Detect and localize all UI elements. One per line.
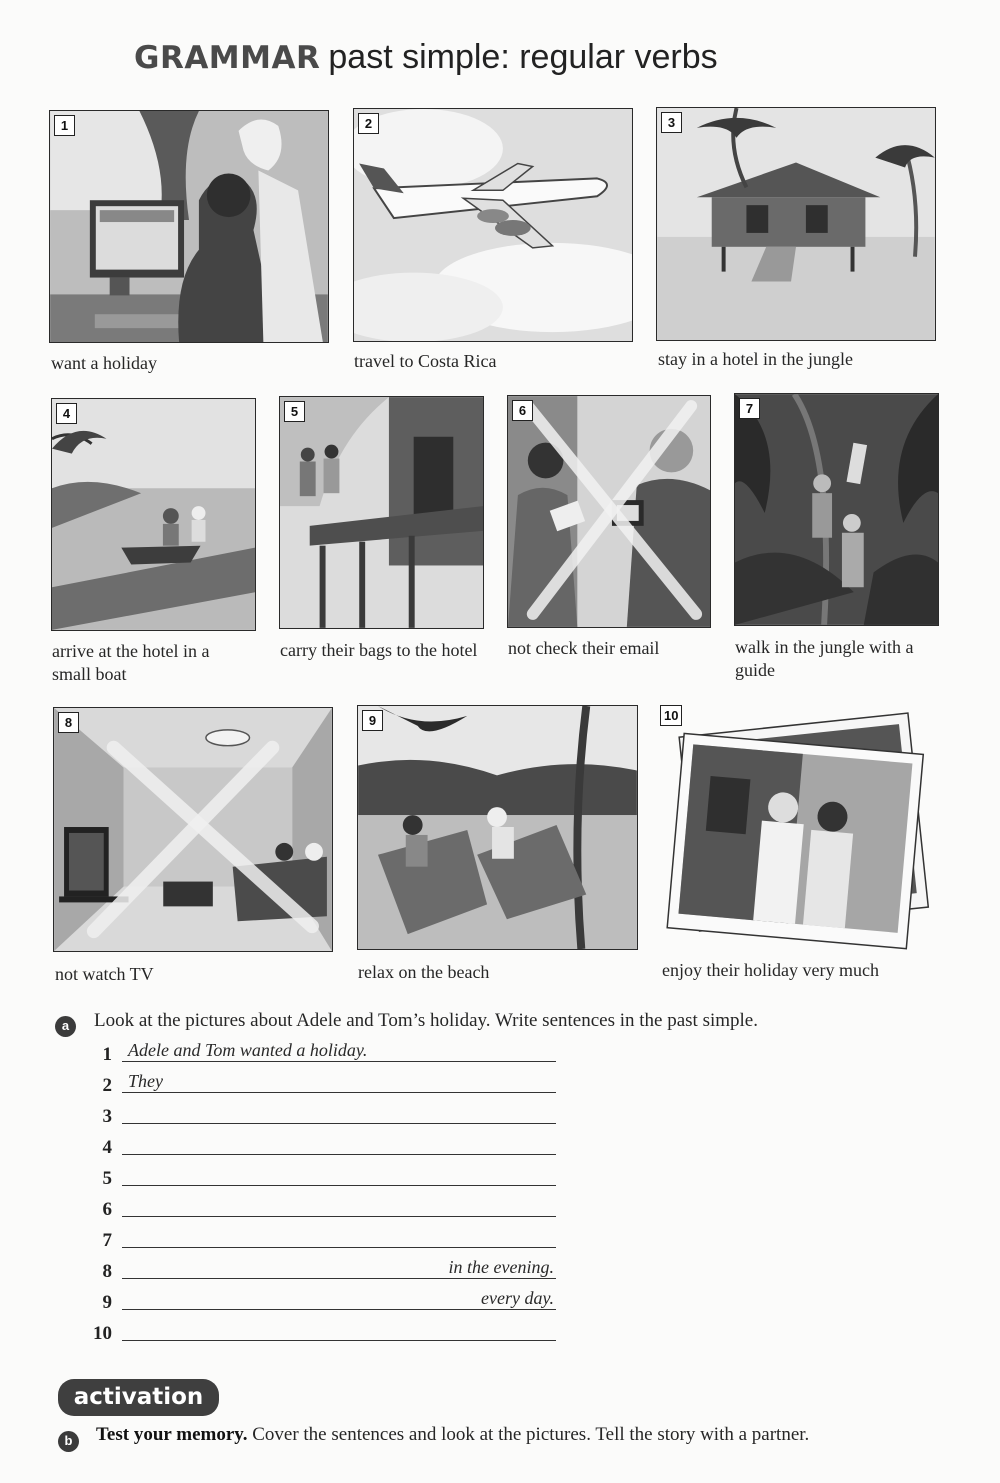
answer-line-2[interactable] <box>122 1071 556 1093</box>
picture-10 <box>660 704 942 954</box>
picture-5 <box>279 396 484 629</box>
picture-number: 4 <box>56 403 77 424</box>
exercise-a-bullet: a <box>55 1016 76 1037</box>
prefill-text: They <box>128 1071 163 1091</box>
title-topic: past simple: regular verbs <box>328 38 718 76</box>
line-number: 3 <box>102 1106 112 1127</box>
picture-caption: carry their bags to the hotel <box>280 640 478 660</box>
picture-number: 1 <box>54 115 75 136</box>
boat-arrival-illustration <box>52 399 255 630</box>
picture-number: 9 <box>362 710 383 731</box>
picture-number: 2 <box>358 113 379 134</box>
answer-line-1[interactable] <box>122 1040 556 1062</box>
prefill-text: every day. <box>481 1288 554 1308</box>
picture-number: 6 <box>512 400 533 421</box>
picture-caption: arrive at the hotel in a small boat <box>52 641 210 684</box>
line-number: 2 <box>102 1075 112 1096</box>
picture-caption: not watch TV <box>55 964 154 984</box>
line-number: 1 <box>102 1044 112 1065</box>
line-number: 4 <box>102 1137 112 1158</box>
jungle-walk-illustration <box>735 394 938 625</box>
answer-line-5[interactable] <box>122 1164 556 1186</box>
exercise-b-instruction <box>96 1424 809 1446</box>
carrying-bags-illustration <box>280 397 483 628</box>
prefill-text: in the evening. <box>448 1257 554 1277</box>
line-number: 6 <box>102 1199 112 1220</box>
answer-line-7[interactable] <box>122 1226 556 1248</box>
line-number: 5 <box>102 1168 112 1189</box>
couple-at-computer-illustration <box>50 111 328 342</box>
picture-8 <box>53 707 333 952</box>
picture-3 <box>656 107 936 341</box>
page-title <box>134 38 718 82</box>
holiday-photos-illustration <box>660 704 942 954</box>
answer-line-3[interactable] <box>122 1102 556 1124</box>
picture-6 <box>507 395 711 628</box>
picture-caption: walk in the jungle with a guide <box>735 637 914 680</box>
beach-relax-illustration <box>358 706 637 949</box>
picture-number: 5 <box>284 401 305 422</box>
activation-badge: activation <box>58 1379 219 1416</box>
picture-4 <box>51 398 256 631</box>
line-number: 8 <box>102 1261 112 1282</box>
exercise-a-instruction: Look at the pictures about Adele and Tom’s holiday. Write sentences in the past simple. <box>94 1010 758 1031</box>
picture-number: 3 <box>661 112 682 133</box>
picture-7 <box>734 393 939 626</box>
title-grammar: GRAMMAR <box>134 40 321 76</box>
picture-caption: want a holiday <box>51 353 157 373</box>
answer-line-6[interactable] <box>122 1195 556 1217</box>
line-number: 7 <box>102 1230 112 1251</box>
picture-caption: relax on the beach <box>358 962 490 982</box>
airplane-illustration <box>354 109 632 341</box>
email-crossed-illustration <box>508 396 710 627</box>
tv-crossed-illustration <box>54 708 332 951</box>
exercise-b-bullet: b <box>58 1431 79 1452</box>
picture-number: 7 <box>739 398 760 419</box>
prefill-text: Adele and Tom wanted a holiday. <box>128 1040 368 1060</box>
picture-number: 10 <box>660 705 682 726</box>
picture-caption: stay in a hotel in the jungle <box>658 349 853 369</box>
exercise-b-bold: Test your memory. <box>96 1424 248 1445</box>
picture-caption: enjoy their holiday very much <box>662 960 879 980</box>
picture-9 <box>357 705 638 950</box>
picture-1 <box>49 110 329 343</box>
jungle-hut-illustration <box>657 108 935 340</box>
exercise-b-text: Cover the sentences and look at the pictures. Tell the story with a partner. <box>247 1424 810 1445</box>
answer-line-4[interactable] <box>122 1133 556 1155</box>
picture-2 <box>353 108 633 342</box>
answer-line-8[interactable] <box>122 1257 556 1279</box>
line-number: 10 <box>93 1323 112 1344</box>
answer-line-10[interactable] <box>122 1319 556 1341</box>
line-number: 9 <box>102 1292 112 1313</box>
answer-line-9[interactable] <box>122 1288 556 1310</box>
picture-caption: travel to Costa Rica <box>354 351 497 371</box>
picture-number: 8 <box>58 712 79 733</box>
picture-caption: not check their email <box>508 638 660 658</box>
